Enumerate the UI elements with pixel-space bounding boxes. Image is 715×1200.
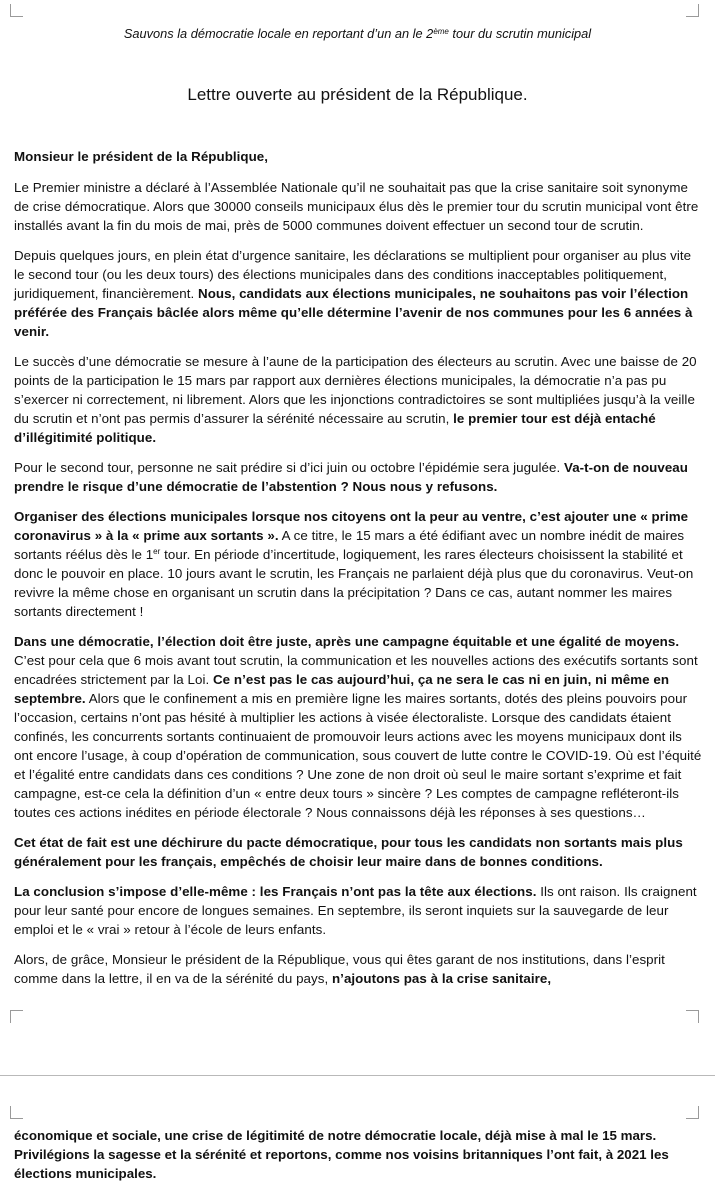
salutation: Monsieur le président de la République, bbox=[14, 149, 269, 164]
letter-title bbox=[0, 84, 715, 106]
paragraph-4-bold: Va-t-on de nouveau prendre le risque d’une démocratie de l’abstention ? Nous nous y refusons. bbox=[14, 460, 688, 494]
paragraph-3-text: Le succès d’une démocratie se mesure à l’aune de la participation des électeurs au scrutin. Avec une baisse de 20 points de la participation le 15 mars par rapport aux dernières élections municipales, la démocratie n’a pas pu s’exercer ni correctement, ni librement. Alors que les injonctions contradictoires se sont multipliées jusqu’à la veille du scrutin et n’ont pas permis d’assurer la sérénité nécessaire au scrutin, bbox=[14, 354, 697, 426]
paragraph-10: économique et sociale, une crise de légitimité de notre démocratie locale, déjà mise à mal le 15 mars. Privilégions la sagesse et la sérénité et reportons, comme nos voisins britanniques l’ont fait, à 2021 les élections municipales. bbox=[14, 1128, 669, 1181]
crop-mark-bottom-left bbox=[10, 1010, 23, 1023]
paragraph-9-bold: n’ajoutons pas à la crise sanitaire, bbox=[331, 971, 552, 986]
crop-mark-top-right bbox=[686, 4, 699, 17]
page-divider bbox=[0, 1075, 715, 1076]
letter-title-period: . bbox=[522, 85, 528, 104]
crop-mark-top-left bbox=[10, 4, 23, 17]
heading-superscript: ème bbox=[433, 27, 449, 36]
letter-body bbox=[14, 147, 704, 999]
crop-mark-page2-top-right bbox=[686, 1106, 699, 1119]
paragraph-5-text: A ce titre, le 15 mars a été édifiant avec un nombre inédit de maires sortants réélus dès le 1 bbox=[14, 528, 685, 562]
letter-title-text: Lettre ouverte au président de la République bbox=[187, 85, 523, 104]
heading-text: Sauvons la démocratie locale en reportant d’un an le 2 bbox=[123, 26, 434, 41]
paragraph-2-text: Depuis quelques jours, en plein état d’urgence sanitaire, les déclarations se multiplient pour organiser au plus vite le second tour (ou les deux tours) des élections municipales dans des conditions inacceptables politiquement, juridiquement, financièrement. bbox=[14, 248, 692, 301]
paragraph-3-bold: le premier tour est déjà entaché d’illégitimité politique. bbox=[14, 411, 656, 445]
paragraph-7 bbox=[14, 833, 704, 871]
paragraph-6-text-end: Alors que le confinement a mis en première ligne les maires sortants, dotés des pleins pouvoirs pour l’occasion, certains n’ont pas hésité à multiplier les actions à visée électoraliste. Lorsque des candidats étaient confinés, les concurrents sortants continuaient de promouvoir leurs actions avec les moyens municipaux dont ils ont encore l’usage, à coup d’opération de communication, sous couvert de lutte contre le COVID-19. Où est l’équité et l’égalité entre candidats dans ces conditions ? Une zone de non droit où seul le maire sortant s’exprime et fait campagne, est-ce cela la définition d’un « entre deux tours » sincère ? Les comptes de campagne refléteront-ils toutes ces actions inédites en période électorale ? Nous connaissons déjà les réponses à ses questions… bbox=[14, 691, 702, 820]
page-heading bbox=[0, 25, 715, 43]
paragraph-8-bold: La conclusion s’impose d’elle-même : les Français n’ont pas la tête aux élections. bbox=[14, 884, 537, 899]
paragraph-1: Le Premier ministre a déclaré à l’Assemblée Nationale qu’il ne souhaitait pas que la crise sanitaire soit synonyme de crise démocratique. Alors que 30000 conseils municipaux élus dès le premier tour du scrutin municipal vont être installés avant la fin du mois de mai, près de 5000 communes doivent effectuer un second tour de scrutin. bbox=[14, 180, 699, 233]
paragraph-4 bbox=[14, 458, 704, 496]
paragraph-2-bold: Nous, candidats aux élections municipales, ne souhaitons pas voir l’élection préférée des Français bâclée alors même qu’elle détermine l’avenir de nos communes pour les 6 années à venir. bbox=[14, 286, 693, 339]
paragraph-9-text: Alors, de grâce, Monsieur le président de la République, vous qui êtes garant de nos institutions, dans l’esprit comme dans la lettre, il en va de la sérénité du pays, bbox=[14, 952, 665, 986]
paragraph-6-text: C’est pour cela que 6 mois avant tout scrutin, la communication et les nouvelles actions des exécutifs sortants sont encadrées strictement par la Loi. bbox=[14, 653, 698, 687]
paragraph-2 bbox=[14, 246, 704, 341]
heading-text-end: tour du scrutin municipal bbox=[448, 26, 592, 41]
crop-mark-bottom-right bbox=[686, 1010, 699, 1023]
paragraph-7-bold: Cet état de fait est une déchirure du pacte démocratique, pour tous les candidats non sortants mais plus généralement pour les français, empêchés de choisir leur maire dans de bonnes conditions. bbox=[14, 835, 683, 869]
paragraph-3 bbox=[14, 352, 704, 447]
paragraph-9 bbox=[14, 950, 704, 988]
paragraph-6-bold-2: Ce n’est pas le cas aujourd’hui, ça ne sera le cas ni en juin, ni même en septembre. bbox=[14, 672, 670, 706]
paragraph-8-text: Ils ont raison. Ils craignent pour leur santé pour encore de longues semaines. En septembre, ils seront inquiets sur la sauvegarde de leur emploi et le « vrai » retour à l’école de leurs enfants. bbox=[14, 884, 697, 937]
letter-continuation bbox=[14, 1126, 704, 1183]
paragraph-5 bbox=[14, 507, 704, 621]
paragraph-6 bbox=[14, 632, 704, 822]
paragraph-5-superscript: er bbox=[153, 547, 161, 556]
paragraph-4-text: Pour le second tour, personne ne sait prédire si d’ici juin ou octobre l’épidémie sera jugulée. bbox=[14, 460, 564, 475]
crop-mark-page2-top-left bbox=[10, 1106, 23, 1119]
paragraph-5-bold: Organiser des élections municipales lorsque nos citoyens ont la peur au ventre, c’est ajouter une « prime coronavirus » à la « prime aux sortants ». bbox=[14, 509, 689, 543]
paragraph-8 bbox=[14, 882, 704, 939]
paragraph-6-bold: Dans une démocratie, l’élection doit être juste, après une campagne équitable et une égalité de moyens. bbox=[14, 634, 680, 649]
paragraph-5-text-end: tour. En période d’incertitude, logiquement, les rares électeurs choisissent la stabilité et donc le pouvoir en place. 10 jours avant le scrutin, les Français ne parlaient déjà plus que du coronavirus. Veut-on revivre la même chose en organisant un scrutin dans la précipitation ? Dans ce cas, autant nommer les maires sortants directement ! bbox=[14, 547, 694, 619]
